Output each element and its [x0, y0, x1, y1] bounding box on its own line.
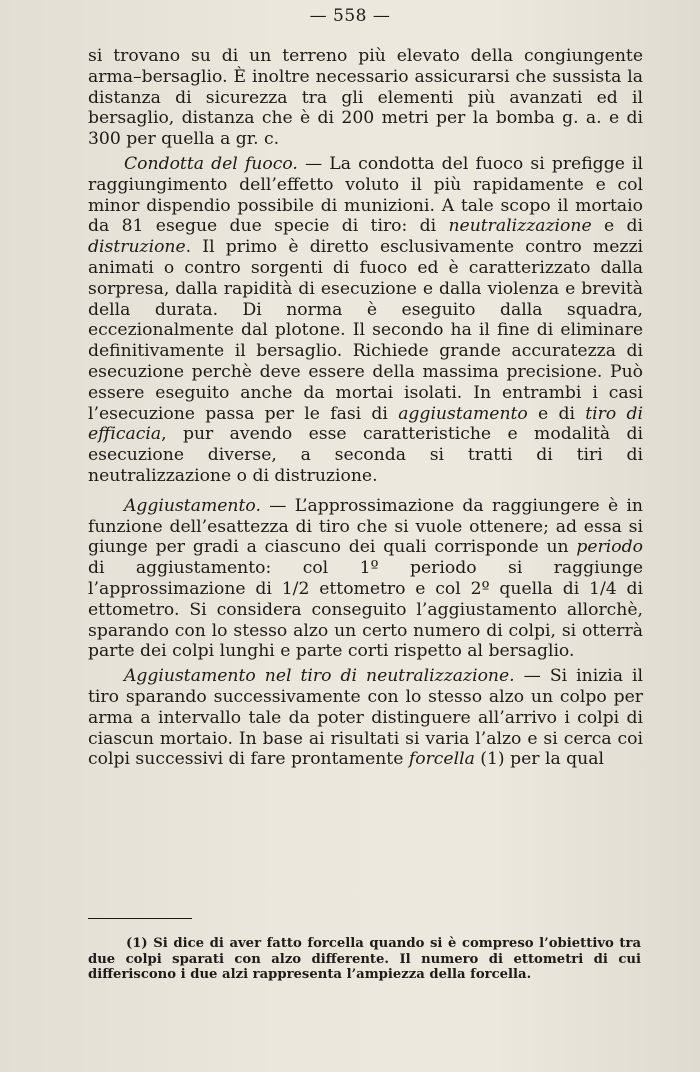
term-distruzione: distruzione	[88, 237, 186, 258]
text-segment: di aggiustamento: col 1º periodo si raggiunge l’approssimazione di 1/2 ettometro e col 2º quella di 1/4 di ettometro. Si considera conseguito l’aggiustamento allorchè, sparando con lo stesso alzo un certo numero di colpi, si otterrà parte dei colpi lunghi e parte corti rispetto al bersaglio.	[88, 558, 643, 662]
term-forcella: forcella	[408, 749, 475, 770]
paragraph-intro-text: si trovano su di un terreno più elevato della congiungente arma–bersaglio. È inoltre necessario assicurarsi che sussista la distanza di sicurezza tra gli elementi più avanzati ed il bersaglio, distanza che è di 200 metri per la bomba g. a. e di 300 per quella a gr. c.	[88, 46, 643, 150]
paragraph-intro	[88, 46, 643, 150]
heading-aggiustamento-neutralizzazione: Aggiustamento nel tiro di neutralizzazione.	[124, 666, 515, 687]
text-segment: (1) per la qual	[474, 749, 604, 770]
body-text	[88, 46, 643, 770]
footnote-divider	[88, 918, 192, 919]
term-neutralizzazione: neutralizzazione	[448, 216, 592, 237]
text-segment: — L’approssimazione da raggiungere è in funzione dell’esattezza di tiro che si vuole ottenere; ad essa si giunge per gradi a ciascuno dei quali corrisponde un	[88, 495, 643, 558]
text-segment: , pur avendo esse caratteristiche e modalità di esecuzione diverse, a seconda si tratti di tiri di neutralizzazione o di distruzione.	[88, 424, 643, 486]
text-segment: e di	[527, 403, 586, 424]
text-segment: — Si inizia il tiro sparando successivamente con lo stesso alzo un colpo per arma a intervallo tale da poter distinguere all’arrivo i colpi di ciascun mortaio. In base ai risultati si varia l’alzo e si cerca coi colpi successivi di fare prontamente	[88, 666, 643, 770]
text-segment: — La condotta del fuoco si prefigge il raggiungimento dell’effetto voluto il più rapidamente e col minor dispendio possibile di munizioni. A tale scopo il mortaio da 81 esegue due specie di tiro: di	[88, 153, 643, 237]
term-tiro-di-efficacia: tiro di efficacia	[88, 403, 643, 445]
heading-condotta-del-fuoco: Condotta del fuoco.	[124, 153, 298, 174]
footnote-text: (1) Si dice di aver fatto forcella quando si è compreso l’obiettivo tra due colpi sparati con alzo differente. Il numero di ettometri di cui differiscono i due alzi rappresenta l’ampiezza della forcella.	[88, 936, 641, 982]
paragraph-condotta-del-fuoco	[88, 154, 643, 487]
term-periodo: periodo	[576, 537, 643, 558]
term-aggiustamento: aggiustamento	[398, 403, 528, 424]
heading-aggiustamento: Aggiustamento.	[124, 495, 261, 516]
text-segment: . Il primo è diretto esclusivamente contro mezzi animati o contro sorgenti di fuoco ed è caratterizzato dalla sorpresa, dalla rapidità di esecuzione e dalla violenza e brevità della durata. Di norma è eseguito dalla squadra, eccezionalmente dal plotone. Il secondo ha il fine di eliminare definitivamente il bersaglio. Richiede grande accuratezza di esecuzione perchè deve essere della massima precisione. Può essere eseguito anche da mortai isolati. In entrambi i casi l’esecuzione passa per le fasi di	[88, 237, 643, 424]
footnote	[88, 936, 641, 983]
paragraph-aggiustamento	[88, 496, 643, 662]
text-segment: e di	[591, 216, 643, 237]
paragraph-aggiustamento-neutralizzazione	[88, 666, 643, 770]
page-number: — 558 —	[309, 6, 391, 26]
